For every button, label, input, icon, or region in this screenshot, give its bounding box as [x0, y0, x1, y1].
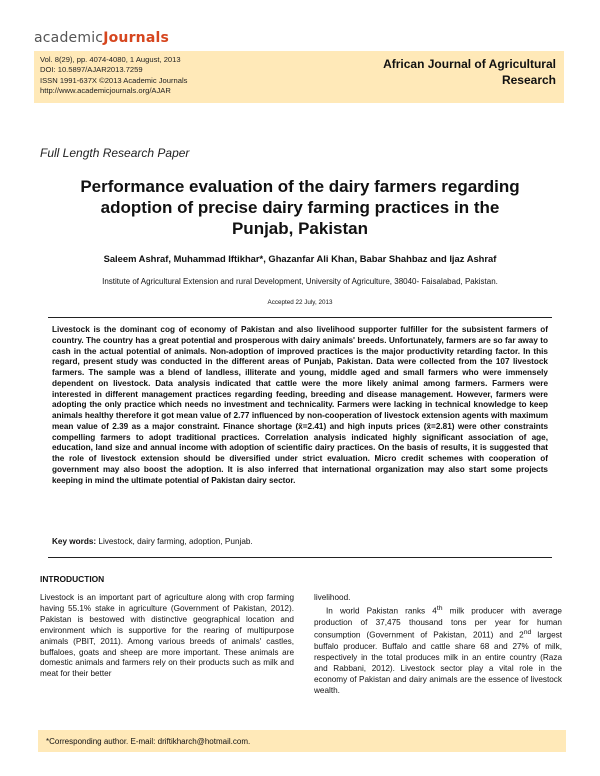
left-column [40, 593, 294, 680]
author-list: Saleem Ashraf, Muhammad Iftikhar*, Ghazanfar Ali Khan, Babar Shahbaz and Ijaz Ashraf [103, 253, 497, 264]
journal-name-line2: Research [501, 73, 556, 87]
volume-line: Vol. 8(29), pp. 4074-4080, 1 August, 2013 [40, 55, 181, 64]
keywords-label: Key words: [52, 537, 97, 546]
paragraph-text: milk producer with average production of 37,475 thousand tons per year for human consumption (Government of Pakistan, 2011) and 2 [314, 606, 562, 641]
affiliation: Institute of Agricultural Extension and rural Development, University of Agriculture, 38040- Faisalabad, Pakistan. [102, 277, 498, 286]
logo-prefix: academic [34, 30, 104, 46]
paragraph-text: In world Pakistan ranks 4 [326, 606, 437, 616]
accepted-date: Accepted 22 July, 2013 [267, 299, 333, 306]
title-line: Performance evaluation of the dairy farmers regarding [80, 177, 520, 196]
paragraph-text: largest buffalo producer. Buffalo and cattle share 68 and 27% of milk, respectively in the total produces milk in an entire country (Raza and Rabbani, 2012). Livestock sector play a vital role in the economy of Pakistan and dairy animals are the essence of livestock wealth. [314, 631, 562, 695]
journal-name-line1: African Journal of Agricultural [383, 57, 556, 71]
paper-type: Full Length Research Paper [40, 146, 190, 160]
superscript-ordinal: nd [523, 629, 532, 637]
abstract-text: Livestock is the dominant cog of economy of Pakistan and also livelihood supporter fulfiller for the subsistent farmers of country. The country has a great potential and prosperous with dairy animals' breeds. Unfortunately, farmers are so far away to cash in the actual potential of animals. Non-adoption of improved practices is the major productivity retarding factor. In this regard, present study was conducted in the different areas of Punjab, Pakistan. Data were collected from the 107 livestock farmers. The sample was a blend of landless, illiterate and young, middle aged and small farmers who were immensely dependent on livestock. Data analysis indicated that cattle were the more likely animal among farmers. Farmers were interested in different management practices regarding feeding, breeding and disease management. However, farmers were adopting the only practice which needs no investment and technicality. Farmers were lacking in technical knowledge to keep animals healthy therefore it got mean value of 2.77 influenced by non-cooperation of livestock extension agents with maximum mean value of 2.39 as a major constraint. Finance shortage (x̄=2.41) and high inputs prices (x̄=2.81) were other constraints compelling farmers to adopt traditional practices. Correlation analysis indicated highly significant association of age, education, land size and annual income with adoption of scientific dairy practices. On the basis of results, it is suggested that the role of livestock extension should be diversified under strict evaluation. Micro credit schemes with cooperation of government may also boost the adoption. It is also inferred that international organization may also start some projects keeping in mind the ultimate potential of Pakistan dairy sector. [52, 325, 548, 485]
paper-title [40, 176, 560, 239]
keywords [52, 537, 548, 546]
journal-logo [34, 30, 169, 46]
title-line: adoption of precise dairy farming practices in the [100, 198, 500, 217]
issn-line: ISSN 1991-637X ©2013 Academic Journals [40, 75, 188, 85]
intro-paragraph: Livestock is an important part of agriculture along with crop farming having 55.1% stake in agriculture (Government of Pakistan, 2012). Pakistan is bestowed with distinctive geographical location and environment which is supportive for the rearing of multipurpose animals (PBIT, 2011). Among various breeds of animals' castles, buffaloes, goats and sheep are more important. These animals are domestic animals and farmers rely on their products such as milk and meat for their better [40, 593, 294, 679]
doi-line: DOI: 10.5897/AJAR2013.7259 [40, 65, 143, 75]
journal-name [383, 56, 556, 88]
superscript-ordinal: th [436, 604, 443, 612]
abstract-top-rule [48, 317, 552, 318]
title-line: Punjab, Pakistan [231, 219, 369, 238]
logo-suffix: Journals [103, 30, 170, 46]
right-column [314, 593, 562, 697]
publication-meta [40, 55, 187, 97]
journal-url-link[interactable]: http://www.academicjournals.org/AJAR [40, 86, 171, 96]
introduction-heading: INTRODUCTION [40, 574, 105, 584]
intro-paragraph [314, 604, 562, 697]
corresponding-author: *Corresponding author. E-mail: driftikharch@hotmail.com. [46, 737, 251, 746]
keywords-list: Livestock, dairy farming, adoption, Punjab. [96, 537, 253, 546]
intro-paragraph-end: livelihood. [314, 593, 351, 602]
abstract-bottom-rule [48, 557, 552, 558]
